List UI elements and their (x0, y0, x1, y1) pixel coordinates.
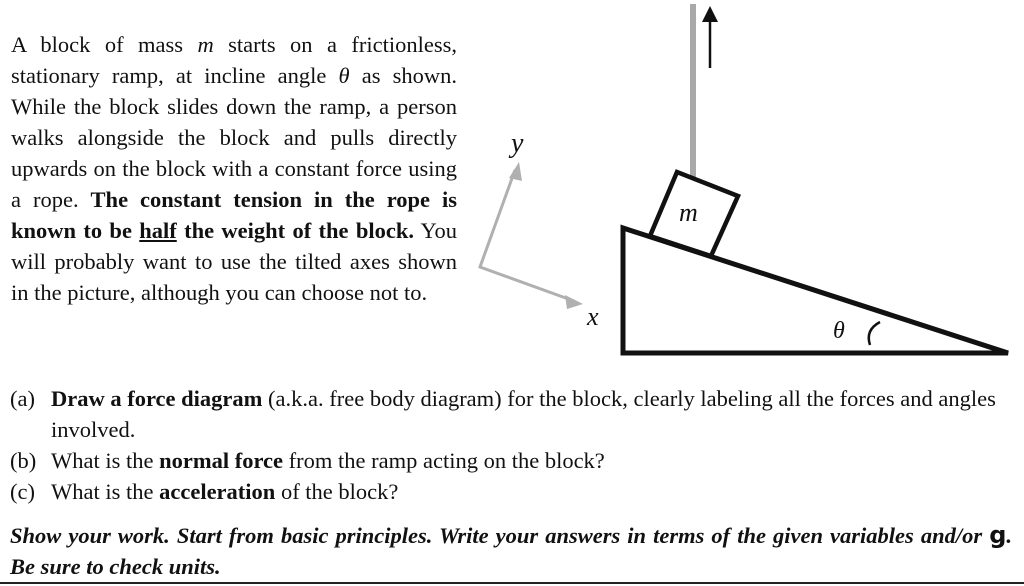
question-text-post: (a.k.a. free body diagram) for the block, clearly labeling all the forces and angles involved. (51, 386, 996, 442)
y-axis-arrowhead (509, 162, 522, 181)
question-label: (c) (10, 479, 35, 504)
question-b (10, 445, 1015, 476)
axis-y-label: y (511, 128, 524, 159)
tension-statement-1: The constant tension in the rope is known to be (11, 187, 458, 243)
question-text-pre: What is the (51, 479, 160, 504)
block-label: m (679, 198, 698, 227)
angle-variable: θ (338, 63, 350, 88)
angle-label: θ (833, 318, 845, 344)
bottom-rule (0, 582, 1024, 584)
x-axis-arrowhead (565, 295, 583, 309)
question-a (10, 383, 1015, 445)
question-text (51, 476, 1015, 507)
question-text-bold: acceleration (159, 479, 276, 504)
instructions (10, 520, 1012, 582)
question-text (51, 445, 1015, 476)
question-text-post: of the block? (275, 479, 399, 504)
question-text-post: from the ramp acting on the block? (283, 448, 605, 473)
tension-statement-2: the weight of the block. (176, 218, 414, 243)
intro-text-4: You will probably want to use the tilted axes shown in the picture, although you can choose not to. (11, 218, 457, 305)
question-list (10, 383, 1015, 507)
pull-arrow-icon (702, 6, 718, 68)
instructions-text-2: . Be sure to check units. (10, 523, 1012, 579)
axis-x-label: x (587, 302, 599, 331)
mass-variable: m (197, 32, 214, 57)
tension-statement-half: half (139, 218, 177, 243)
question-c (10, 476, 1015, 507)
question-text-bold: normal force (159, 448, 284, 473)
intro-text-3: as shown. While the block slides down the ramp, a person walks alongside the block and pulls directly upwards on the block with a constant force using a rope. (11, 63, 457, 212)
question-label: (b) (10, 448, 37, 473)
angle-arc (869, 322, 880, 345)
question-label: (a) (10, 386, 35, 411)
instructions-text-1: Show your work. Start from basic principles. Write your answers in terms of the given variables and/or (10, 523, 990, 548)
intro-text-1: A block of mass (11, 32, 198, 57)
intro-text-2: starts on a frictionless, stationary ramp, at incline angle (11, 32, 457, 88)
gravity-symbol: g (989, 521, 1007, 549)
tilted-axes (480, 162, 583, 309)
question-text-bold: Draw a force diagram (51, 386, 263, 411)
question-text-pre: What is the (51, 448, 160, 473)
question-text (51, 383, 1015, 445)
